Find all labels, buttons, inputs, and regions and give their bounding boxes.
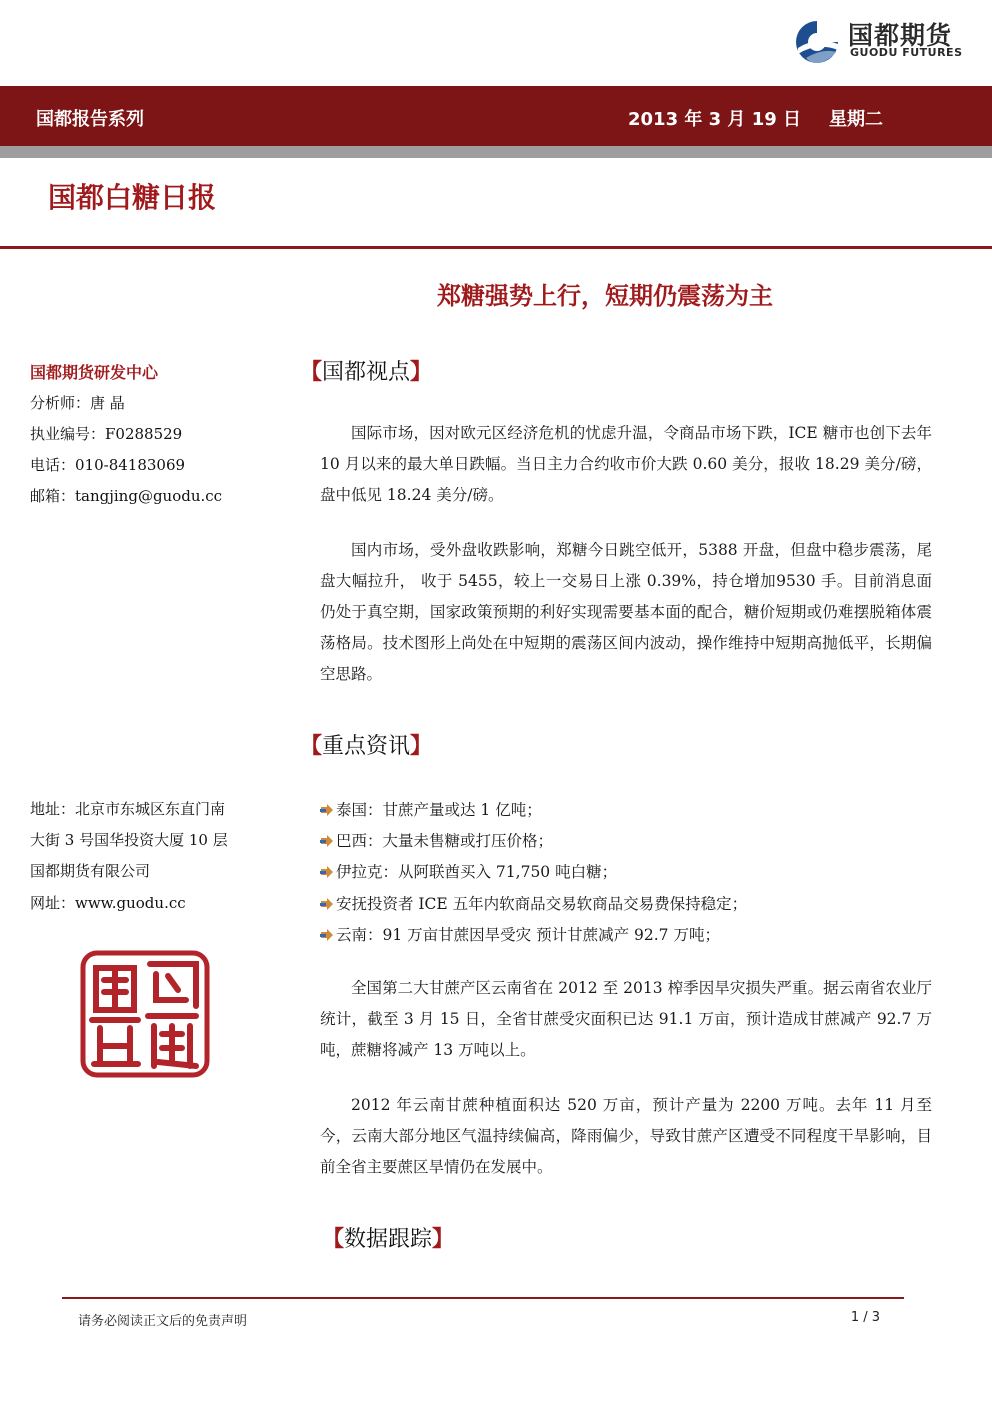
company-logo xyxy=(792,16,978,66)
website: 网址：www.guodu.cc xyxy=(30,894,186,912)
bullet-arrow-icon xyxy=(320,866,334,878)
section-title: 重点资讯 xyxy=(322,734,411,759)
disclaimer-notice: 请务必阅读正文后的免责声明 xyxy=(78,1314,248,1329)
report-date: 2013 年 3 月 19 日 xyxy=(628,109,802,130)
news-bullet-text: 巴西：大量未售糖或打压价格； xyxy=(336,832,554,850)
section-heading-news xyxy=(300,729,432,760)
section-heading-data xyxy=(322,1222,454,1253)
view-paragraph-1: 国际市场，因对欧元区经济危机的忧虑升温，令商品市场下跌，ICE 糖市也创下去年 10 月以来的最大单日跌幅。当日主力合约收市价大跌 0.60 美分，报收 18.29 美分/磅，盘中低见 18.24 美分/磅。 xyxy=(320,424,932,504)
bracket-open: 【 xyxy=(300,360,323,385)
address-line-2: 大街 3 号国华投资大厦 10 层 xyxy=(30,831,228,849)
view-paragraph-2: 国内市场，受外盘收跌影响，郑糖今日跳空低开，5388 开盘，但盘中稳步震荡，尾盘大幅拉升， 收于 5455，较上一交易日上涨 0.39%，持仓增加9530 手。目前消息面仍处于真空期，国家政策预期的利好实现需要基本面的配合，糖价短期或仍难摆脱箱体震荡格局。技术图形上尚处在中短期的震荡区间内波动，操作维持中短期高抛低平，长期偏空思路。 xyxy=(320,541,932,683)
address-line-1: 地址：北京市东城区东直门南 xyxy=(30,800,226,818)
bullet-arrow-icon xyxy=(320,929,334,941)
bracket-open: 【 xyxy=(300,734,323,759)
bracket-close: 】 xyxy=(410,360,433,385)
news-bullet xyxy=(320,829,553,851)
email: 邮箱：tangjing@guodu.cc xyxy=(30,487,223,505)
news-paragraph-2: 2012 年云南甘蔗种植面积达 520 万亩，预计产量为 2200 万吨。去年 11 月至今，云南大部分地区气温持续偏高，降雨偏少，导致甘蔗产区遭受不同程度干旱影响，目前全省主要蔗区旱情仍在发展中。 xyxy=(320,1096,932,1176)
license-number: 执业编号：F0288529 xyxy=(30,425,183,443)
research-center: 国都期货研发中心 xyxy=(30,363,159,382)
footer-divider xyxy=(62,1297,904,1299)
phone: 电话：010-84183069 xyxy=(30,456,186,474)
report-weekday: 星期二 xyxy=(829,109,883,130)
bullet-arrow-icon xyxy=(320,804,334,816)
news-bullet-text: 伊拉克：从阿联酋买入 71,750 吨白糖； xyxy=(336,863,618,881)
report-title: 国都白糖日报 xyxy=(48,181,217,214)
header-underbar xyxy=(0,146,992,158)
section-title: 数据跟踪 xyxy=(344,1227,433,1252)
news-bullet xyxy=(320,923,720,945)
news-bullet xyxy=(320,798,542,820)
news-bullet xyxy=(320,860,617,882)
brand-name-cn: 国都期货 xyxy=(848,21,953,50)
section-title: 国都视点 xyxy=(322,360,411,385)
bracket-open: 【 xyxy=(322,1227,345,1252)
analyst: 分析师：唐 晶 xyxy=(30,394,125,412)
page-number: 1 / 3 xyxy=(850,1310,880,1325)
brand-name-en: GUODU FUTURES xyxy=(850,46,963,59)
bracket-close: 】 xyxy=(432,1227,455,1252)
news-bullet-text: 云南：91 万亩甘蔗因旱受灾 预计甘蔗减产 92.7 万吨； xyxy=(336,926,720,944)
company-seal-icon xyxy=(80,950,210,1078)
headline: 郑糖强势上行，短期仍震荡为主 xyxy=(437,282,773,310)
report-series: 国都报告系列 xyxy=(36,109,144,130)
news-bullet xyxy=(320,892,747,914)
guodu-logo-icon xyxy=(792,18,842,64)
news-bullet-text: 泰国：甘蔗产量或达 1 亿吨； xyxy=(336,801,542,819)
news-bullet-text: 安抚投资者 ICE 五年内软商品交易软商品交易费保持稳定； xyxy=(336,895,748,913)
bullet-arrow-icon xyxy=(320,898,334,910)
section-heading-view xyxy=(300,355,432,386)
bullet-arrow-icon xyxy=(320,835,334,847)
bracket-close: 】 xyxy=(410,734,433,759)
company-name: 国都期货有限公司 xyxy=(30,862,151,880)
title-divider xyxy=(0,246,992,249)
news-paragraph-1: 全国第二大甘蔗产区云南省在 2012 至 2013 榨季因旱灾损失严重。据云南省农业厅统计，截至 3 月 15 日，全省甘蔗受灾面积已达 91.1 万亩，预计造成甘蔗减产 92.7 万吨，蔗糖将减产 13 万吨以上。 xyxy=(320,979,932,1059)
